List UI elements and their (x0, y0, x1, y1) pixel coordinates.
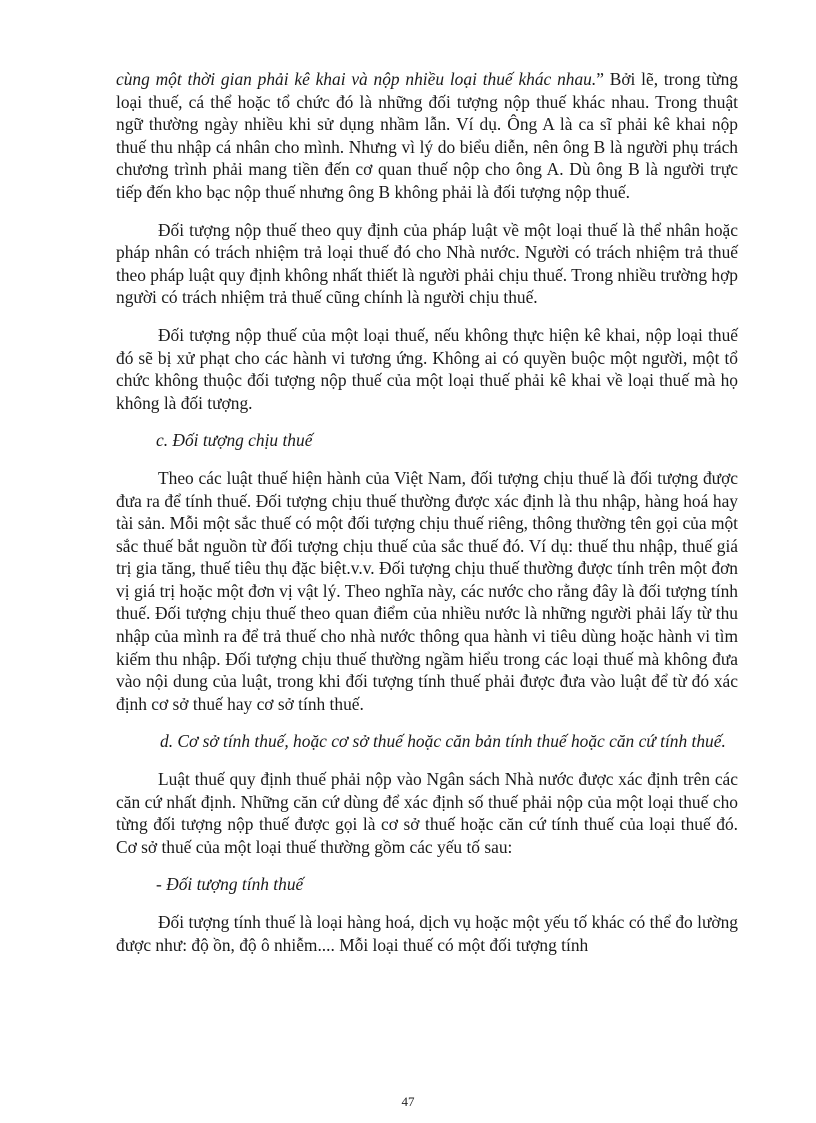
section-heading-d: d. Cơ sở tính thuế, hoặc cơ sở thuế hoặc căn bản tính thuế hoặc căn cứ tính thuế. (160, 731, 726, 752)
document-page (116, 68, 738, 956)
page-number: 47 (401, 1094, 415, 1109)
section-heading-c: c. Đối tượng chịu thuế (156, 430, 313, 451)
paragraph-5: Luật thuế quy định thuế phải nộp vào Ngân sách Nhà nước được xác định trên các căn cứ nhất định. Những căn cứ dùng để xác định số thuế phải nộp của một loại thuế cho từng đối tượng nộp thuế được gọi là cơ sở thuế hoặc căn cứ tính thuế của loại thuế đó. Cơ sở thuế của một loại thuế thường gồm các yếu tố sau: (116, 769, 738, 857)
paragraph-4: Theo các luật thuế hiện hành của Việt Nam, đối tượng chịu thuế là đối tượng được đưa ra để tính thuế. Đối tượng chịu thuế thường được xác định là thu nhập, hàng hoá hay tài sản. Mỗi một sắc thuế có một đối tượng chịu thuế riêng, thông thường tên gọi của một sắc thuế bắt nguồn từ đối tượng chịu thuế của sắc thuế đó. Ví dụ: thuế thu nhập, thuế giá trị gia tăng, thuế tiêu thụ đặc biệt.v.v. Đối tượng chịu thuế thường được tính trên một đơn vị giá trị hoặc một đơn vị vật lý. Theo nghĩa này, các nước cho rằng đây là đối tượng tính thuế. Đối tượng chịu thuế theo quan điểm của nhiều nước là những người phải lấy từ thu nhập của mình ra để trả thuế cho nhà nước thông qua hành vi tiêu dùng hoặc hành vi tìm kiếm thu nhập. Đối tượng chịu thuế thường ngầm hiểu trong các loại thuế mà không đưa vào nội dung của luật, trong khi đối tượng tính thuế phải được đưa vào luật để từ đó xác định cơ sở thuế hay cơ sở tính thuế. (116, 467, 738, 714)
paragraph-1 (116, 68, 738, 204)
paragraph-1-text: ” Bởi lẽ, trong từng loại thuế, cá thể hoặc tổ chức đó là những đối tượng nộp thuế khác nhau. Trong thuật ngữ thường ngày nhiều khi sử dụng nhầm lẫn. Ví dụ. Ông A là ca sĩ phải kê khai nộp thuế thu nhập cá nhân cho mình. Nhưng vì lý do biểu diễn, nên ông B là người phụ trách chương trình phải mang tiền đến cơ quan thuế nộp cho ông A. Dù ông B là người trực tiếp đến kho bạc nộp thuế nhưng ông B không phải là đối tượng nộp thuế. (116, 69, 738, 202)
paragraph-2: Đối tượng nộp thuế theo quy định của pháp luật về một loại thuế là thể nhân hoặc pháp nhân có trách nhiệm trả loại thuế đó cho Nhà nước. Người có trách nhiệm trả thuế theo pháp luật quy định không nhất thiết là người phải chịu thuế. Trong nhiều trường hợp người có trách nhiệm trả thuế cũng chính là người chịu thuế. (116, 219, 738, 308)
paragraph-6: Đối tượng tính thuế là loại hàng hoá, dịch vụ hoặc một yếu tố khác có thể đo lường được như: độ ồn, độ ô nhiễm.... Mỗi loại thuế có một đối tượng tính (116, 912, 738, 955)
paragraph-3: Đối tượng nộp thuế của một loại thuế, nếu không thực hiện kê khai, nộp loại thuế đó sẽ bị xử phạt cho các hành vi tương ứng. Không ai có quyền buộc một người, một tổ chức không thuộc đối tượng nộp thuế của một loại thuế phải kê khai về loại thuế mà họ không là đối tượng. (116, 324, 738, 413)
paragraph-1-italic-quote: cùng một thời gian phải kê khai và nộp nhiều loại thuế khác nhau. (116, 69, 597, 89)
subheading-doi-tuong-tinh-thue: - Đối tượng tính thuế (156, 874, 304, 895)
